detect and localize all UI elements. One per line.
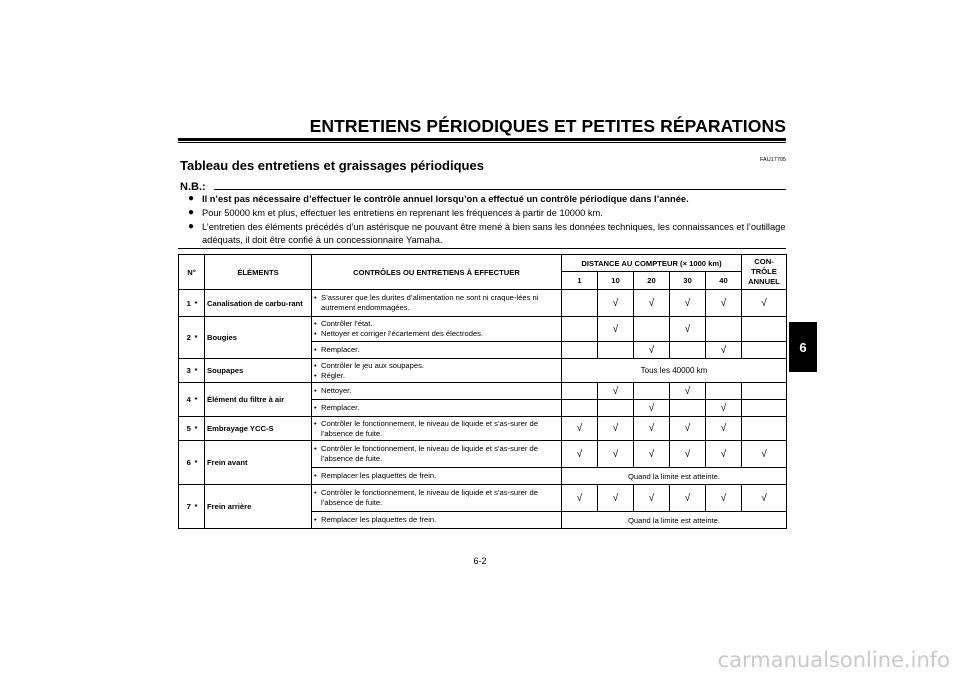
check-cell: √ xyxy=(634,485,670,512)
separator-rule xyxy=(178,248,786,249)
interval-note: Quand la limite est atteinte. xyxy=(562,512,787,529)
header-distance-30: 30 xyxy=(670,272,706,290)
title-rule xyxy=(178,138,786,141)
action-item: • Régler. xyxy=(314,371,559,381)
chapter-tab: 6 xyxy=(789,322,817,372)
table-row xyxy=(179,290,787,317)
check-cell xyxy=(742,383,787,400)
check-cell: √ xyxy=(670,290,706,317)
element-name: Canalisation de carbu-rant xyxy=(205,290,312,317)
check-cell: √ xyxy=(670,383,706,400)
notes-list xyxy=(188,193,786,248)
check-cell xyxy=(562,342,598,359)
action-item: • Contrôler le fonctionnement, le niveau de liquide et s’as-surer de l’absence de fuite. xyxy=(314,419,559,438)
header-distance-40: 40 xyxy=(706,272,742,290)
table-row xyxy=(179,485,787,512)
note-text: Il n’est pas nécessaire d’effectuer le contrôle annuel lorsqu’on a effectué un contrôle périodique dans l’année. xyxy=(202,194,689,204)
check-cell xyxy=(670,342,706,359)
action-cell xyxy=(312,359,562,383)
reference-code: FAU17705 xyxy=(760,157,786,163)
check-cell: √ xyxy=(598,383,634,400)
check-cell xyxy=(742,417,787,441)
action-item: • Remplacer les plaquettes de frein. xyxy=(314,471,559,481)
check-cell: √ xyxy=(706,342,742,359)
note-item xyxy=(188,193,786,206)
bullet-icon: ● xyxy=(188,207,195,219)
check-cell: √ xyxy=(706,400,742,417)
check-cell: √ xyxy=(670,485,706,512)
check-cell: √ xyxy=(634,441,670,468)
check-cell: √ xyxy=(706,417,742,441)
note-item xyxy=(188,207,786,220)
check-cell xyxy=(562,383,598,400)
check-cell xyxy=(742,400,787,417)
action-cell xyxy=(312,383,562,400)
check-cell: √ xyxy=(742,290,787,317)
action-cell xyxy=(312,317,562,342)
action-cell xyxy=(312,400,562,417)
action-item: • Contrôler le fonctionnement, le niveau de liquide et s’as-surer de l’absence de fuite. xyxy=(314,488,559,507)
table-row xyxy=(179,317,787,342)
check-cell xyxy=(562,400,598,417)
row-number: 2 xyxy=(179,317,195,359)
title-rule-thin xyxy=(178,142,786,143)
header-checks: CONTRÔLES OU ENTRETIENS À EFFECTUER xyxy=(312,255,562,290)
table-row xyxy=(179,441,787,468)
header-no: N° xyxy=(179,255,205,290)
action-cell xyxy=(312,512,562,529)
action-cell xyxy=(312,441,562,468)
header-distance-1: 1 xyxy=(562,272,598,290)
asterisk: * xyxy=(195,317,205,359)
header-distance: DISTANCE AU COMPTEUR (× 1000 km) xyxy=(562,255,742,272)
asterisk: * xyxy=(195,290,205,317)
action-cell xyxy=(312,342,562,359)
table-row xyxy=(179,417,787,441)
action-item: • Nettoyer. xyxy=(314,386,559,396)
element-name: Frein avant xyxy=(205,441,312,485)
element-name: Soupapes xyxy=(205,359,312,383)
maintenance-table xyxy=(178,254,787,529)
row-number: 1 xyxy=(179,290,195,317)
check-cell: √ xyxy=(706,485,742,512)
check-cell: √ xyxy=(670,317,706,342)
check-cell xyxy=(562,290,598,317)
check-cell: √ xyxy=(670,441,706,468)
action-cell xyxy=(312,485,562,512)
action-item: • Contrôler le fonctionnement, le niveau de liquide et s’as-surer de l’absence de fuite. xyxy=(314,444,559,463)
interval-note: Quand la limite est atteinte. xyxy=(562,468,787,485)
action-item: • S’assurer que les durites d’alimentation ne sont ni craque-lées ni autrement endommagées. xyxy=(314,293,559,312)
page-title: ENTRETIENS PÉRIODIQUES ET PETITES RÉPARATIONS xyxy=(309,116,786,136)
check-cell: √ xyxy=(634,342,670,359)
asterisk: * xyxy=(195,417,205,441)
element-name: Embrayage YCC-S xyxy=(205,417,312,441)
check-cell xyxy=(634,317,670,342)
check-cell xyxy=(598,400,634,417)
check-cell xyxy=(634,383,670,400)
bullet-icon: ● xyxy=(188,221,195,233)
asterisk: * xyxy=(195,359,205,383)
check-cell: √ xyxy=(562,485,598,512)
check-cell: √ xyxy=(598,485,634,512)
check-cell: √ xyxy=(598,417,634,441)
check-cell xyxy=(742,342,787,359)
header-elements: ÉLÉMENTS xyxy=(205,255,312,290)
element-name: Bougies xyxy=(205,317,312,359)
check-cell xyxy=(598,342,634,359)
action-item: • Remplacer les plaquettes de frein. xyxy=(314,515,559,525)
check-cell xyxy=(742,317,787,342)
asterisk: * xyxy=(195,441,205,485)
check-cell xyxy=(562,317,598,342)
note-item xyxy=(188,221,786,246)
check-cell: √ xyxy=(634,290,670,317)
nb-label: N.B.: xyxy=(180,181,206,193)
note-text: Pour 50000 km et plus, effectuer les entretiens en reprenant les fréquences à partir de 10000 km. xyxy=(202,208,603,219)
row-number: 5 xyxy=(179,417,195,441)
watermark: carmanualsonline.info xyxy=(717,648,950,672)
bullet-icon: ● xyxy=(188,193,195,204)
row-number: 4 xyxy=(179,383,195,417)
row-number: 3 xyxy=(179,359,195,383)
check-cell: √ xyxy=(598,317,634,342)
action-item: • Remplacer. xyxy=(314,345,559,355)
action-item: • Remplacer. xyxy=(314,403,559,413)
check-cell: √ xyxy=(742,441,787,468)
check-cell: √ xyxy=(598,441,634,468)
check-cell xyxy=(670,400,706,417)
section-title: Tableau des entretiens et graissages périodiques xyxy=(180,158,484,173)
check-cell: √ xyxy=(634,417,670,441)
interval-note: Tous les 40000 km xyxy=(562,359,787,383)
table-row xyxy=(179,359,787,383)
action-item: • Contrôler le jeu aux soupapes. xyxy=(314,361,559,371)
check-cell: √ xyxy=(562,441,598,468)
check-cell: √ xyxy=(706,290,742,317)
action-cell xyxy=(312,417,562,441)
check-cell: √ xyxy=(562,417,598,441)
action-item: • Contrôler l’état. xyxy=(314,319,559,329)
page-number: 6-2 xyxy=(473,556,487,566)
row-number: 6 xyxy=(179,441,195,485)
check-cell: √ xyxy=(742,485,787,512)
check-cell: √ xyxy=(598,290,634,317)
row-number: 7 xyxy=(179,485,195,529)
note-text: L’entretien des éléments précédés d’un astérisque ne pouvant être mené à bien sans les données techniques, les connaissances et l’outillage adéquats, il doit être confié à un concessionnaire Yamaha. xyxy=(202,222,786,245)
action-cell xyxy=(312,468,562,485)
nb-rule xyxy=(214,189,786,190)
header-annual: CON-TRÔLE ANNUEL xyxy=(742,255,787,290)
element-name: Frein arrière xyxy=(205,485,312,529)
check-cell: √ xyxy=(634,400,670,417)
action-item: • Nettoyer et corriger l’écartement des électrodes. xyxy=(314,329,559,339)
header-distance-10: 10 xyxy=(598,272,634,290)
check-cell xyxy=(706,317,742,342)
action-cell xyxy=(312,290,562,317)
header-distance-20: 20 xyxy=(634,272,670,290)
asterisk: * xyxy=(195,383,205,417)
asterisk: * xyxy=(195,485,205,529)
check-cell: √ xyxy=(670,417,706,441)
table-row xyxy=(179,383,787,400)
check-cell: √ xyxy=(706,441,742,468)
element-name: Élément du filtre à air xyxy=(205,383,312,417)
check-cell xyxy=(706,383,742,400)
